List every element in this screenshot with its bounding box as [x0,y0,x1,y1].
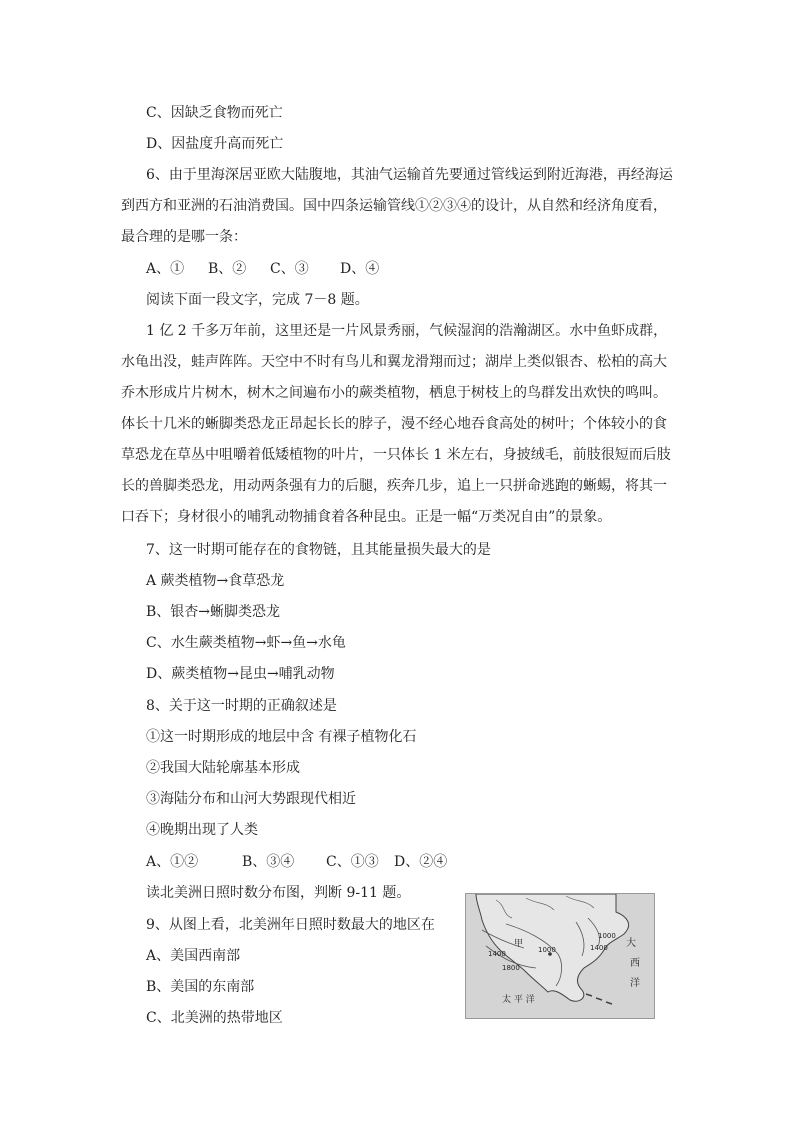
q7-option-d: D、蕨类植物→昆虫→哺乳动物 [146,666,335,682]
north-america-sunshine-map [465,893,655,1019]
q7-option-c: C、水生蕨类植物→虾→鱼→水龟 [146,635,346,651]
q6-stem-line1: 6、由于里海深居亚欧大陆腹地，其油气运输首先要通过管线运到附近海港，再经海运 [146,167,673,183]
q9-option-b: B、美国的东南部 [146,979,255,995]
q6-stem-line3: 最合理的是哪一条： [121,229,247,245]
passage-line-6: 长的兽脚类恐龙，用动两条强有力的后腿，疾奔几步，追上一只拼命逃跑的蜥蜴，将其一 [121,478,667,494]
q5-option-c: C、因缺乏食物而死亡 [146,105,283,121]
passage-line-5: 草恐龙在草丛中咀嚼着低矮植物的叶片，一只体长 1 米左右，身披绒毛，前肢很短而后肢 [121,447,671,463]
q6-stem-line2: 到西方和亚洲的石油消费国。国中四条运输管线①②③④的设计，从自然和经济角度看， [121,198,667,214]
q9-option-a: A、美国西南部 [146,948,241,964]
reading-instruction-7-8: 阅读下面一段文字，完成 7－8 题。 [146,292,369,308]
q6-option-b: B、② [208,261,247,277]
q8-option-b: B、③④ [242,854,295,870]
passage-line-2: 水龟出没，蛙声阵阵。天空中不时有鸟儿和翼龙滑翔而过；湖岸上类似银杏、松柏的高大 [121,354,667,370]
q6-option-d: D、④ [340,261,380,277]
q8-stem: 8、关于这一时期的正确叙述是 [146,698,337,714]
passage-line-4: 体长十几米的蜥脚类恐龙正昂起长长的脖子，漫不经心地吞食高处的树叶；个体较小的食 [121,416,667,432]
q7-stem: 7、这一时期可能存在的食物链，且其能量损失最大的是 [146,542,491,558]
passage-line-3: 乔木形成片片树木，树木之间遍布小的蕨类植物，栖息于树枝上的鸟群发出欢快的鸣叫。 [121,385,667,401]
map-isoline-label-1000-b: 1000 [598,932,616,940]
passage-line-1: 1 亿 2 千多万年前，这里还是一片风景秀丽，气候湿润的浩瀚湖区。水中鱼虾成群， [146,323,668,339]
q6-option-c: C、③ [270,261,309,277]
map-isoline-label-1800: 1800 [502,964,520,972]
q9-stem: 9、从图上看，北美洲年日照时数最大的地区在 [146,917,435,933]
map-label-da: 大 [626,938,636,949]
map-label-yang: 洋 [630,978,640,989]
q8-statement-2: ②我国大陆轮廓基本形成 [146,760,300,776]
map-label-jia: 甲 [514,939,524,949]
map-label-xi: 西 [630,958,640,969]
q8-statement-3: ③海陆分布和山河大势跟现代相近 [146,791,356,807]
map-label-pacific: 太 平 洋 [502,995,535,1005]
q7-option-b: B、银杏→蜥脚类恐龙 [146,604,281,620]
q8-statement-4: ④晚期出现了人类 [146,822,258,838]
q5-option-d: D、因盐度升高而死亡 [146,136,284,152]
q8-option-c: C、①③ [326,854,379,870]
q9-option-c: C、北美洲的热带地区 [146,1010,283,1026]
q6-option-a: A、① [146,261,185,277]
q7-option-a: A 蕨类植物→食草恐龙 [146,573,285,589]
q8-options [146,853,447,871]
map-isoline-label-1000-a: 1000 [538,946,556,954]
q8-option-a: A、①② [146,854,199,870]
passage-line-7: 口吞下；身材很小的哺乳动物捕食着各种昆虫。正是一幅“万类况自由”的景象。 [121,509,612,525]
map-isoline-label-1400-a: 1400 [488,950,506,958]
q8-option-d: D、②④ [394,854,448,870]
q8-statement-1: ①这一时期形成的地层中含 有裸子植物化石 [146,729,417,745]
map-isoline-label-1400-b: 1400 [590,944,608,952]
reading-instruction-9-11: 读北美洲日照时数分布图，判断 9-11 题。 [146,885,411,901]
q6-options [146,260,379,278]
